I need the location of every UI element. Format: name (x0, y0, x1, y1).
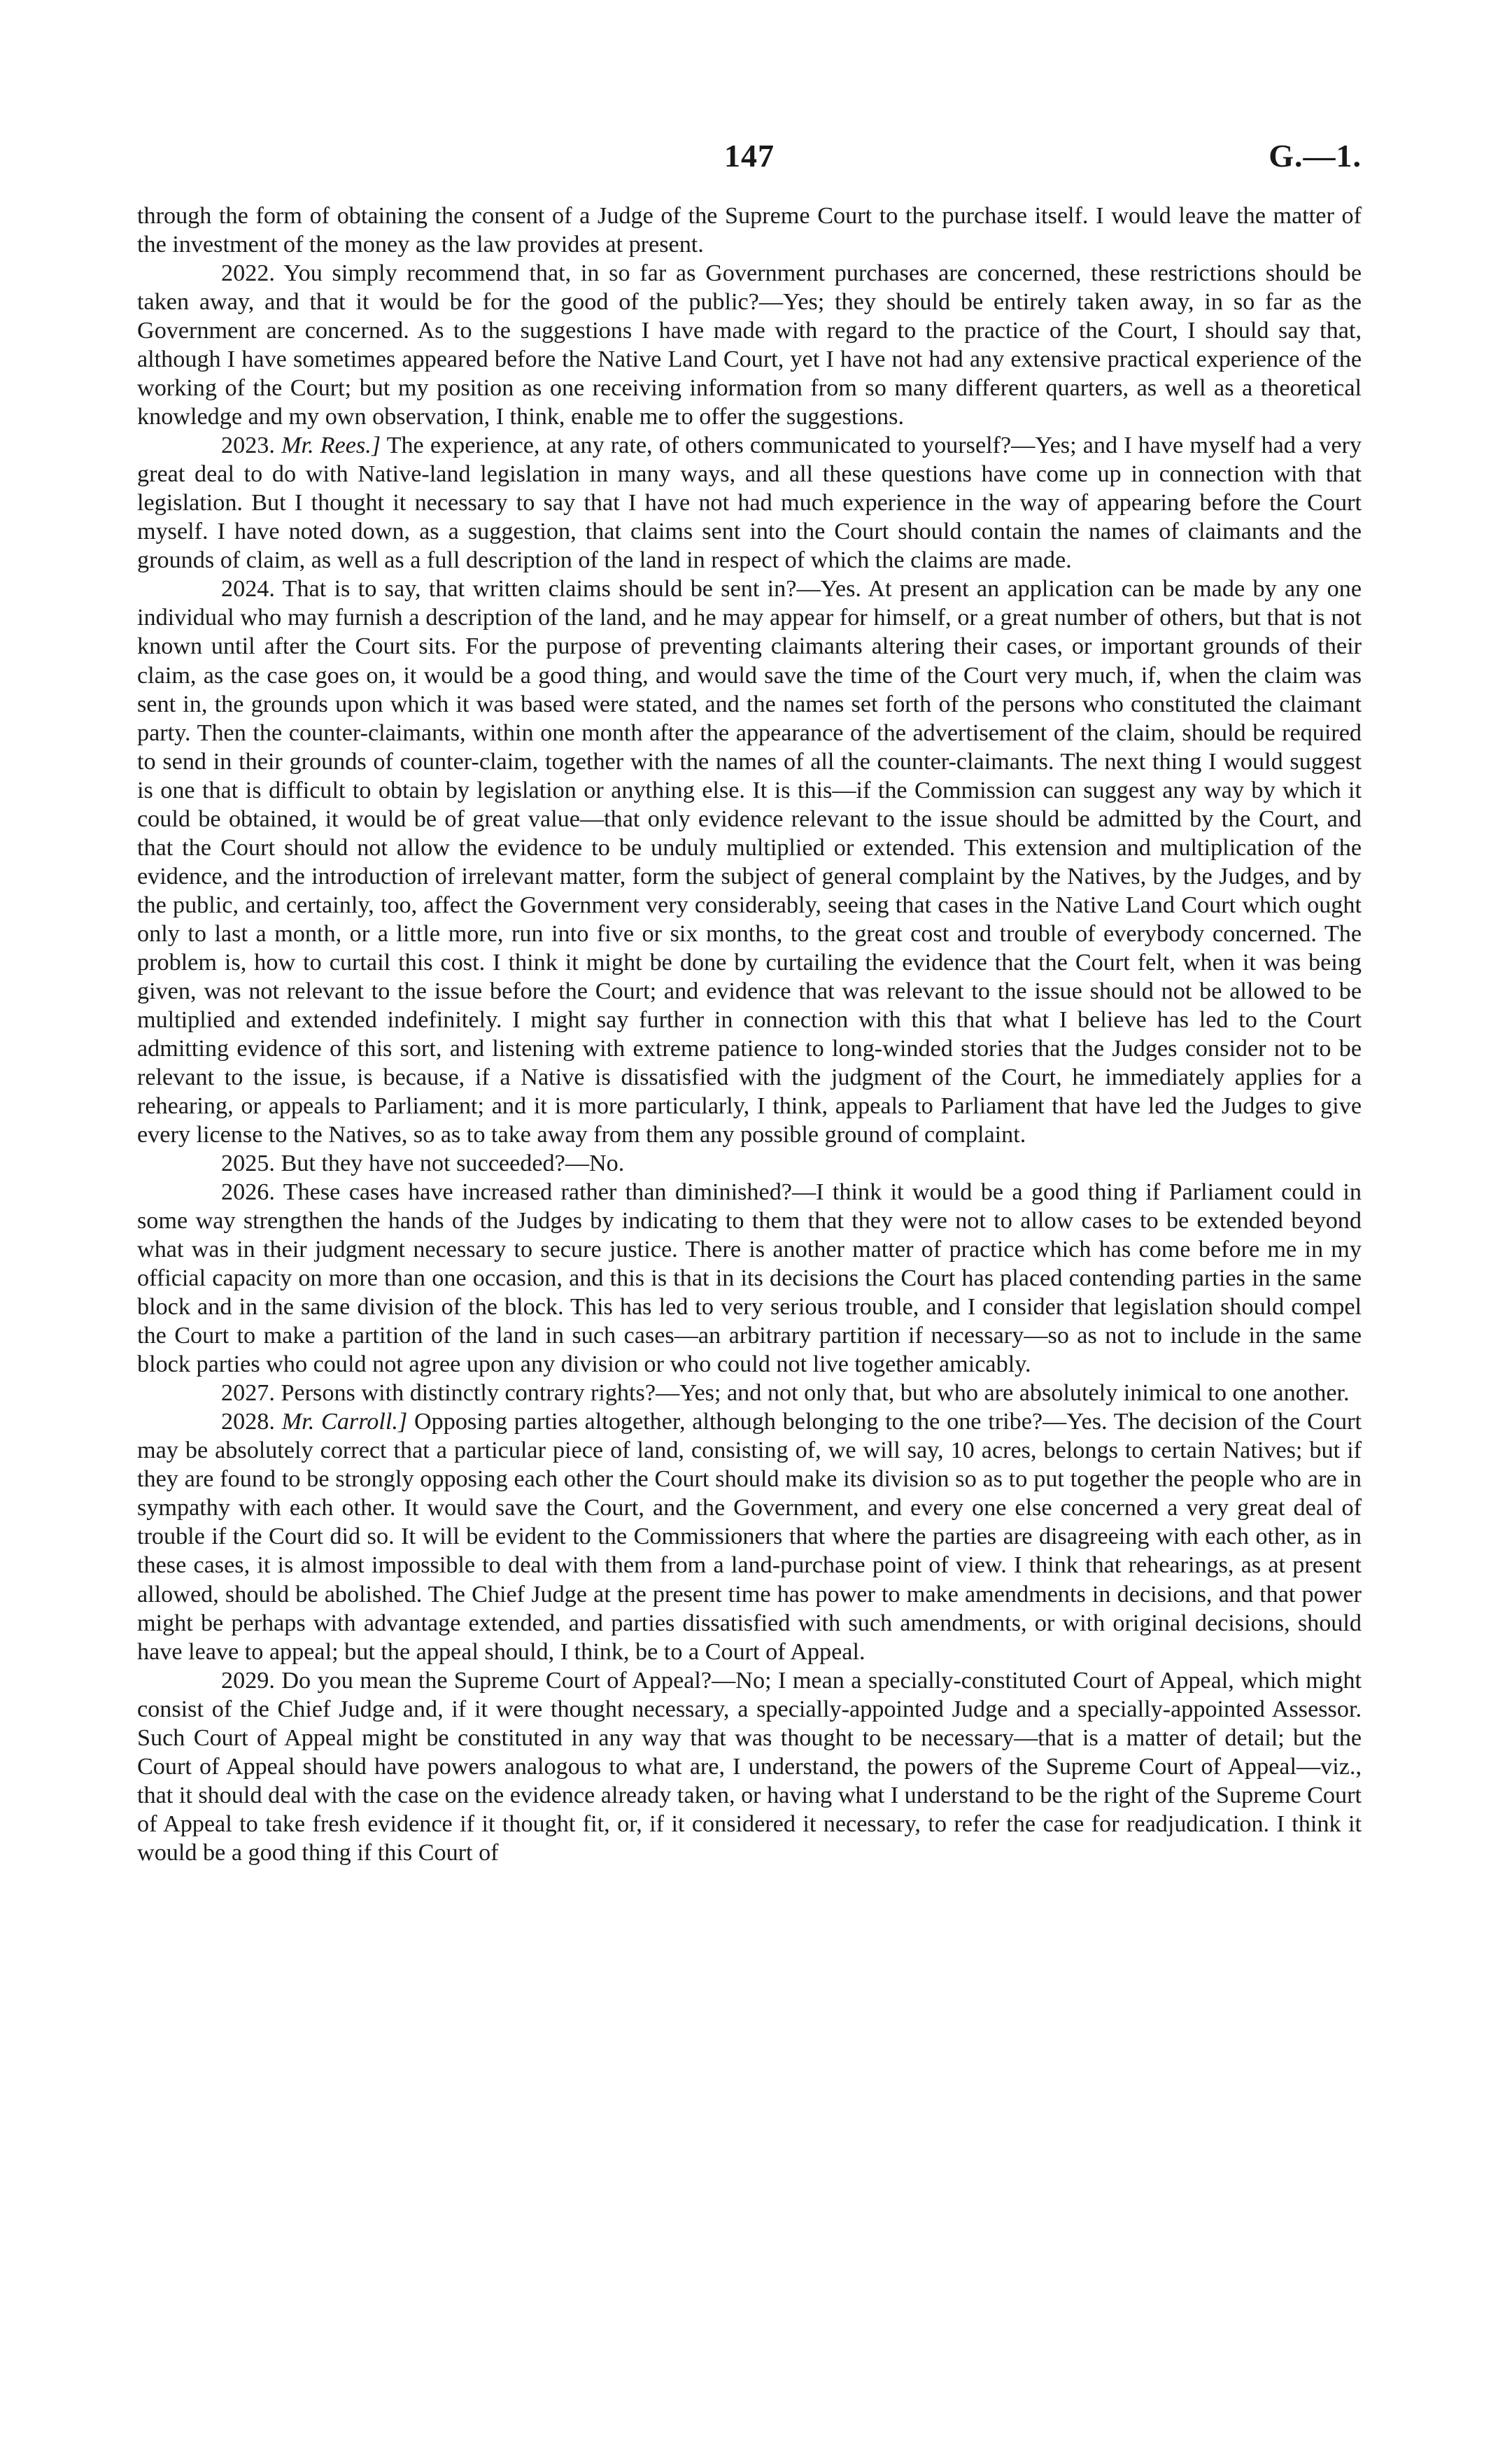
question-number: 2026. (221, 1179, 275, 1206)
paragraph-2023 (137, 431, 1362, 575)
paragraph-text: Persons with distinctly contrary rights?—Yes; and not only that, but who are absolutely inimical to one another. (281, 1380, 1350, 1407)
paragraph-2026 (137, 1178, 1362, 1379)
paragraph-text: The experience, at any rate, of others communicated to yourself?—Yes; and I have myself had a very great deal to do with Native-land legislation in many ways, and all these questions have come up in connection with that legislation. But I thought it necessary to say that I have not had much experience in the way of appearing before the Court myself. I have noted down, as a suggestion, that claims sent into the Court should contain the names of claimants and the grounds of claim, as well as a full description of the land in respect of which the claims are made. (137, 432, 1362, 574)
series-code: G.—1. (1269, 138, 1362, 174)
paragraph-2029 (137, 1666, 1362, 1867)
question-number: 2024. (221, 576, 275, 603)
question-number: 2025. (221, 1151, 275, 1177)
paragraph-text: That is to say, that written claims should be sent in?—Yes. At present an application can be made by any one individual who may furnish a description of the land, and he may appear for himself, or a great number of others, but that is not known until after the Court sits. For the purpose of preventing claimants altering their cases, or important grounds of their claim, as the case goes on, it would be a good thing, and would save the time of the Court very much, if, when the claim was sent in, the grounds upon which it was based were stated, and the names set forth of the persons who constituted the claimant party. Then the counter-claimants, within one month after the appearance of the advertisement of the claim, should be required to send in their grounds of counter-claim, together with the names of all the counter-claimants. The next thing I would suggest is one that is difficult to obtain by legislation or anything else. It is this—if the Commission can suggest any way by which it could be obtained, it would be of great value—that only evidence relevant to the issue should be admitted by the Court, and that the Court should not allow the evidence to be unduly multiplied or extended. This extension and multiplication of the evidence, and the introduction of irrelevant matter, form the subject of general complaint by the Natives, by the Judges, and by the public, and certainly, too, affect the Government very considerably, seeing that cases in the Native Land Court which ought only to last a month, or a little more, run into five or six months, to the great cost and trouble of everybody concerned. The problem is, how to curtail this cost. I think it might be done by curtailing the evidence that the Court felt, when it was being given, was not relevant to the issue before the Court; and evidence that was relevant to the issue should not be allowed to be multiplied and extended indefinitely. I might say further in connection with this that what I believe has led to the Court admitting evidence of this sort, and listening with extreme patience to long-winded stories that the Judges consider not to be relevant to the issue, is because, if a Native is dissatisfied with the judgment of the Court, he immediately applies for a rehearing, or appeals to Parliament; and it is more particularly, I think, appeals to Parliament that have led the Judges to give every license to the Natives, so as to take away from them any possible ground of complaint. (137, 576, 1362, 1148)
question-number: 2023. (221, 432, 275, 459)
page-header (137, 137, 1362, 179)
paragraph-text: These cases have increased rather than diminished?—I think it would be a good thing if Parliament could in some way strengthen the hands of the Judges by indicating to them that they were not to allow cases to be extended beyond what was in their judgment necessary to secure justice. There is another matter of practice which has come before me in my official capacity on more than one occasion, and this is that in its decisions the Court has placed contending parties in the same block and in the same division of the block. This has led to very serious trouble, and I consider that legislation should compel the Court to make a partition of the land in such cases—an arbitrary partition if necessary—so as not to include in the same block parties who could not agree upon any division or who could not live together amicably. (137, 1179, 1362, 1378)
speaker: Mr. Rees.] (281, 432, 381, 459)
paragraph-2028 (137, 1407, 1362, 1666)
question-number: 2028. (221, 1409, 275, 1435)
body-text (137, 202, 1362, 1867)
paragraph-text: Opposing parties altogether, although belonging to the one tribe?—Yes. The decision of the Court may be absolutely correct that a particular piece of land, consisting of, we will say, 10 acres, belongs to certain Natives; but if they are found to be strongly opposing each other the Court should make its division so as to put together the people who are in sympathy with each other. It would save the Court, and the Government, and every one else concerned a very great deal of trouble if the Court did so. It will be evident to the Commissioners that where the parties are disagreeing with each other, as in these cases, it is almost impossible to deal with them from a land-purchase point of view. I think that rehearings, as at present allowed, should be abolished. The Chief Judge at the present time has power to make amendments in decisions, and that power might be perhaps with advantage extended, and parties dissatisfied with such amendments, or with original decisions, should have leave to appeal; but the appeal should, I think, be to a Court of Appeal. (137, 1409, 1362, 1665)
paragraph-continuation (137, 202, 1362, 259)
paragraph-text: You simply recommend that, in so far as Government purchases are concerned, these restrictions should be taken away, and that it would be for the good of the public?—Yes; they should be entirely taken away, in so far as the Government are concerned. As to the suggestions I have made with regard to the practice of the Court, I should say that, although I have sometimes appeared before the Native Land Court, yet I have not had any extensive practical experience of the working of the Court; but my position as one receiving information from so many different quarters, as well as a theoretical knowledge and my own observation, I think, enable me to offer the suggestions. (137, 260, 1362, 430)
question-number: 2022. (221, 260, 275, 287)
paragraph-text: through the form of obtaining the consent of a Judge of the Supreme Court to the purchase itself. I would leave the matter of the investment of the money as the law provides at present. (137, 203, 1362, 258)
page-number: 147 (724, 138, 775, 174)
paragraph-2022 (137, 259, 1362, 431)
speaker: Mr. Carroll.] (281, 1409, 408, 1435)
paragraph-text: Do you mean the Supreme Court of Appeal?—No; I mean a specially-constituted Court of Appeal, which might consist of the Chief Judge and, if it were thought necessary, a specially-appointed Judge and a specially-appointed Assessor. Such Court of Appeal might be constituted in any way that was thought to be necessary—that is a matter of detail; but the Court of Appeal should have powers analogous to what are, I understand, the powers of the Supreme Court of Appeal—viz., that it should deal with the case on the evidence already taken, or having what I understand to be the right of the Supreme Court of Appeal to take fresh evidence if it thought fit, or, if it considered it necessary, to refer the case for readjudication. I think it would be a good thing if this Court of (137, 1667, 1362, 1866)
paragraph-2027 (137, 1379, 1362, 1407)
question-number: 2027. (221, 1380, 275, 1407)
paragraph-2024 (137, 575, 1362, 1149)
paragraph-2025 (137, 1149, 1362, 1178)
paragraph-text: But they have not succeeded?—No. (281, 1151, 625, 1177)
question-number: 2029. (221, 1667, 275, 1694)
